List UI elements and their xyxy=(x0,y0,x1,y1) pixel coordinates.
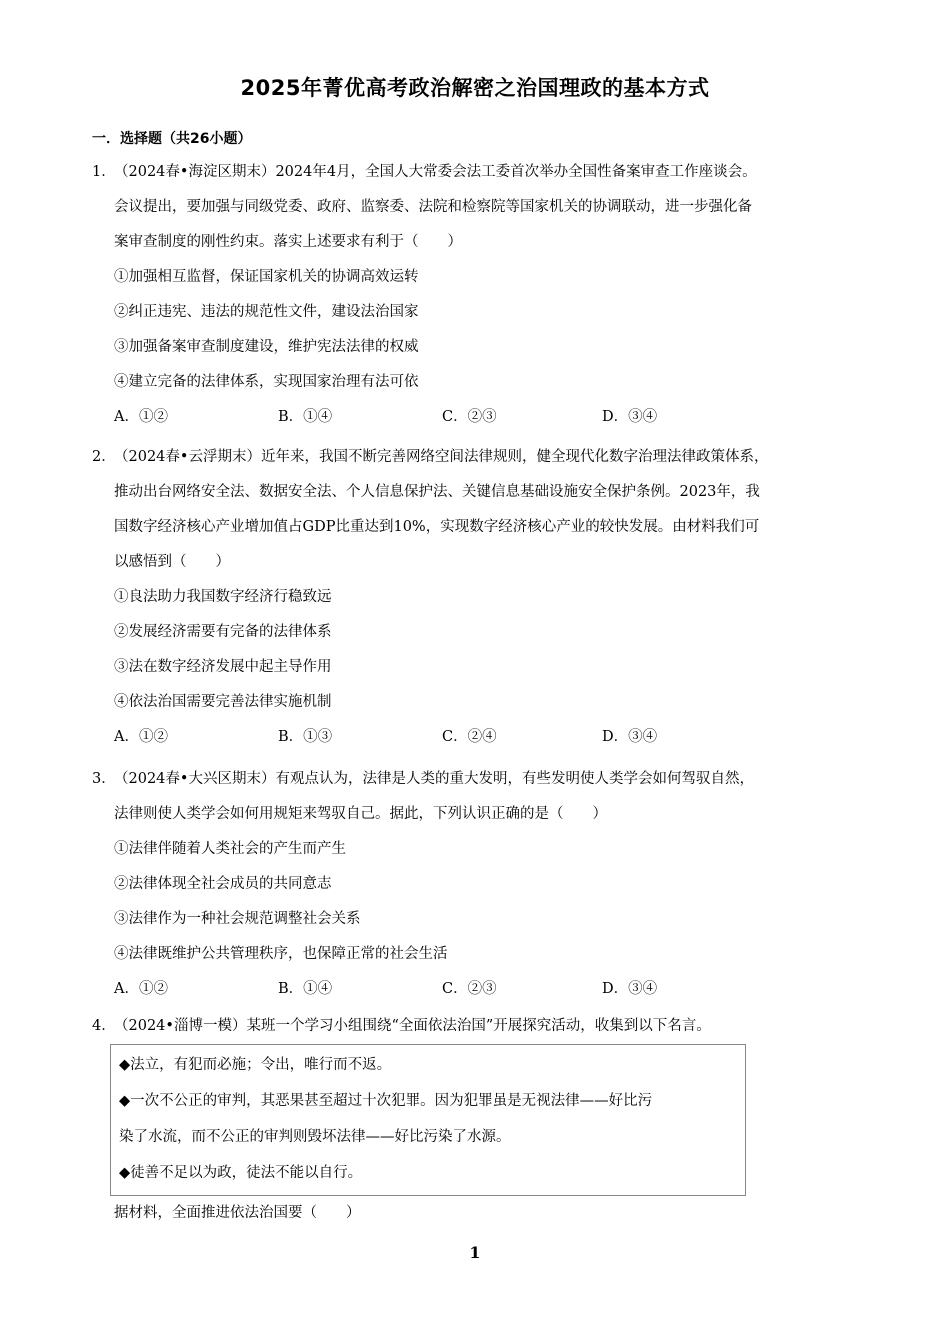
question-text: 国数字经济核心产业增加值占GDP比重达到10%，实现数字经济核心产业的较快发展。由材料我们可 xyxy=(114,519,760,535)
question-text: 会议提出，要加强与同级党委、政府、监察委、法院和检察院等国家机关的协调联动，进一步强化备 xyxy=(114,199,752,215)
question-2 xyxy=(92,440,872,755)
option-d[interactable]: D．③④ xyxy=(602,729,658,745)
question-text: （2024•淄博一模）某班一个学习小组围绕“全面依法治国”开展探究活动，收集到以下名言。 xyxy=(114,1018,711,1034)
statement: ②纠正违宪、违法的规范性文件，建设法治国家 xyxy=(114,304,419,320)
option-a[interactable]: A．①② xyxy=(114,981,168,997)
option-c[interactable]: C．②③ xyxy=(442,981,497,997)
section-heading: 一．选择题（共26小题） xyxy=(92,131,252,147)
question-text: 法律则使人类学会如何用规矩来驾驭自己。据此，下列认识正确的是（ ） xyxy=(114,806,607,822)
statement: ④法律既维护公共管理秩序，也保障正常的社会生活 xyxy=(114,946,448,962)
question-text: （2024春•大兴区期末）有观点认为，法律是人类的重大发明，有些发明使人类学会如何驾驭自然， xyxy=(114,771,754,787)
option-c[interactable]: C．②④ xyxy=(442,729,497,745)
question-1 xyxy=(92,155,872,435)
quote-line: ◆法立，有犯而必施；令出，唯行而不返。 xyxy=(119,1057,392,1073)
option-a[interactable]: A．①② xyxy=(114,409,168,425)
answer-options xyxy=(92,400,872,435)
option-c[interactable]: C．②③ xyxy=(442,409,497,425)
quote-line: 染了水流，而不公正的审判则毁坏法律——好比污染了水源。 xyxy=(119,1129,511,1145)
option-b[interactable]: B．①④ xyxy=(278,981,333,997)
question-number: 4． xyxy=(92,1018,116,1034)
question-number: 1． xyxy=(92,164,116,180)
quote-line: ◆一次不公正的审判，其恶果甚至超过十次犯罪。因为犯罪虽是无视法律——好比污 xyxy=(119,1093,653,1109)
question-4 xyxy=(92,1009,872,1231)
question-number: 3． xyxy=(92,771,116,787)
question-text: 推动出台网络安全法、数据安全法、个人信息保护法、关键信息基础设施安全保护条例。2023年，我 xyxy=(114,484,760,500)
statement: ③法在数字经济发展中起主导作用 xyxy=(114,659,332,675)
question-text: 以感悟到（ ） xyxy=(114,554,230,570)
question-3 xyxy=(92,762,872,1007)
quote-line: ◆徒善不足以为政，徒法不能以自行。 xyxy=(119,1165,363,1181)
page-number: 1 xyxy=(469,1243,481,1262)
statement: ②法律体现全社会成员的共同意志 xyxy=(114,876,332,892)
answer-options xyxy=(92,972,872,1007)
statement: ①良法助力我国数字经济行稳致远 xyxy=(114,589,332,605)
question-text: （2024春•云浮期末）近年来，我国不断完善网络空间法律规则，健全现代化数字治理法律政策体系， xyxy=(114,449,769,465)
statement: ①加强相互监督，保证国家机关的协调高效运转 xyxy=(114,269,419,285)
statement: ④建立完备的法律体系，实现国家治理有法可依 xyxy=(114,374,419,390)
document-title: 2025年菁优高考政治解密之治国理政的基本方式 xyxy=(240,76,710,100)
quote-box xyxy=(110,1044,746,1196)
option-a[interactable]: A．①② xyxy=(114,729,168,745)
statement: ①法律伴随着人类社会的产生而产生 xyxy=(114,841,346,857)
question-number: 2． xyxy=(92,449,116,465)
question-stem: 据材料，全面推进依法治国要（ ） xyxy=(114,1205,361,1221)
statement: ④依法治国需要完善法律实施机制 xyxy=(114,694,332,710)
question-text: （2024春•海淀区期末）2024年4月，全国人大常委会法工委首次举办全国性备案审查工作座谈会。 xyxy=(114,164,757,180)
option-d[interactable]: D．③④ xyxy=(602,981,658,997)
answer-options xyxy=(92,720,872,755)
statement: ②发展经济需要有完备的法律体系 xyxy=(114,624,332,640)
statement: ③法律作为一种社会规范调整社会关系 xyxy=(114,911,361,927)
option-b[interactable]: B．①④ xyxy=(278,409,333,425)
option-d[interactable]: D．③④ xyxy=(602,409,658,425)
option-b[interactable]: B．①③ xyxy=(278,729,333,745)
question-text: 案审查制度的刚性约束。落实上述要求有利于（ ） xyxy=(114,234,462,250)
statement: ③加强备案审查制度建设，维护宪法法律的权威 xyxy=(114,339,419,355)
